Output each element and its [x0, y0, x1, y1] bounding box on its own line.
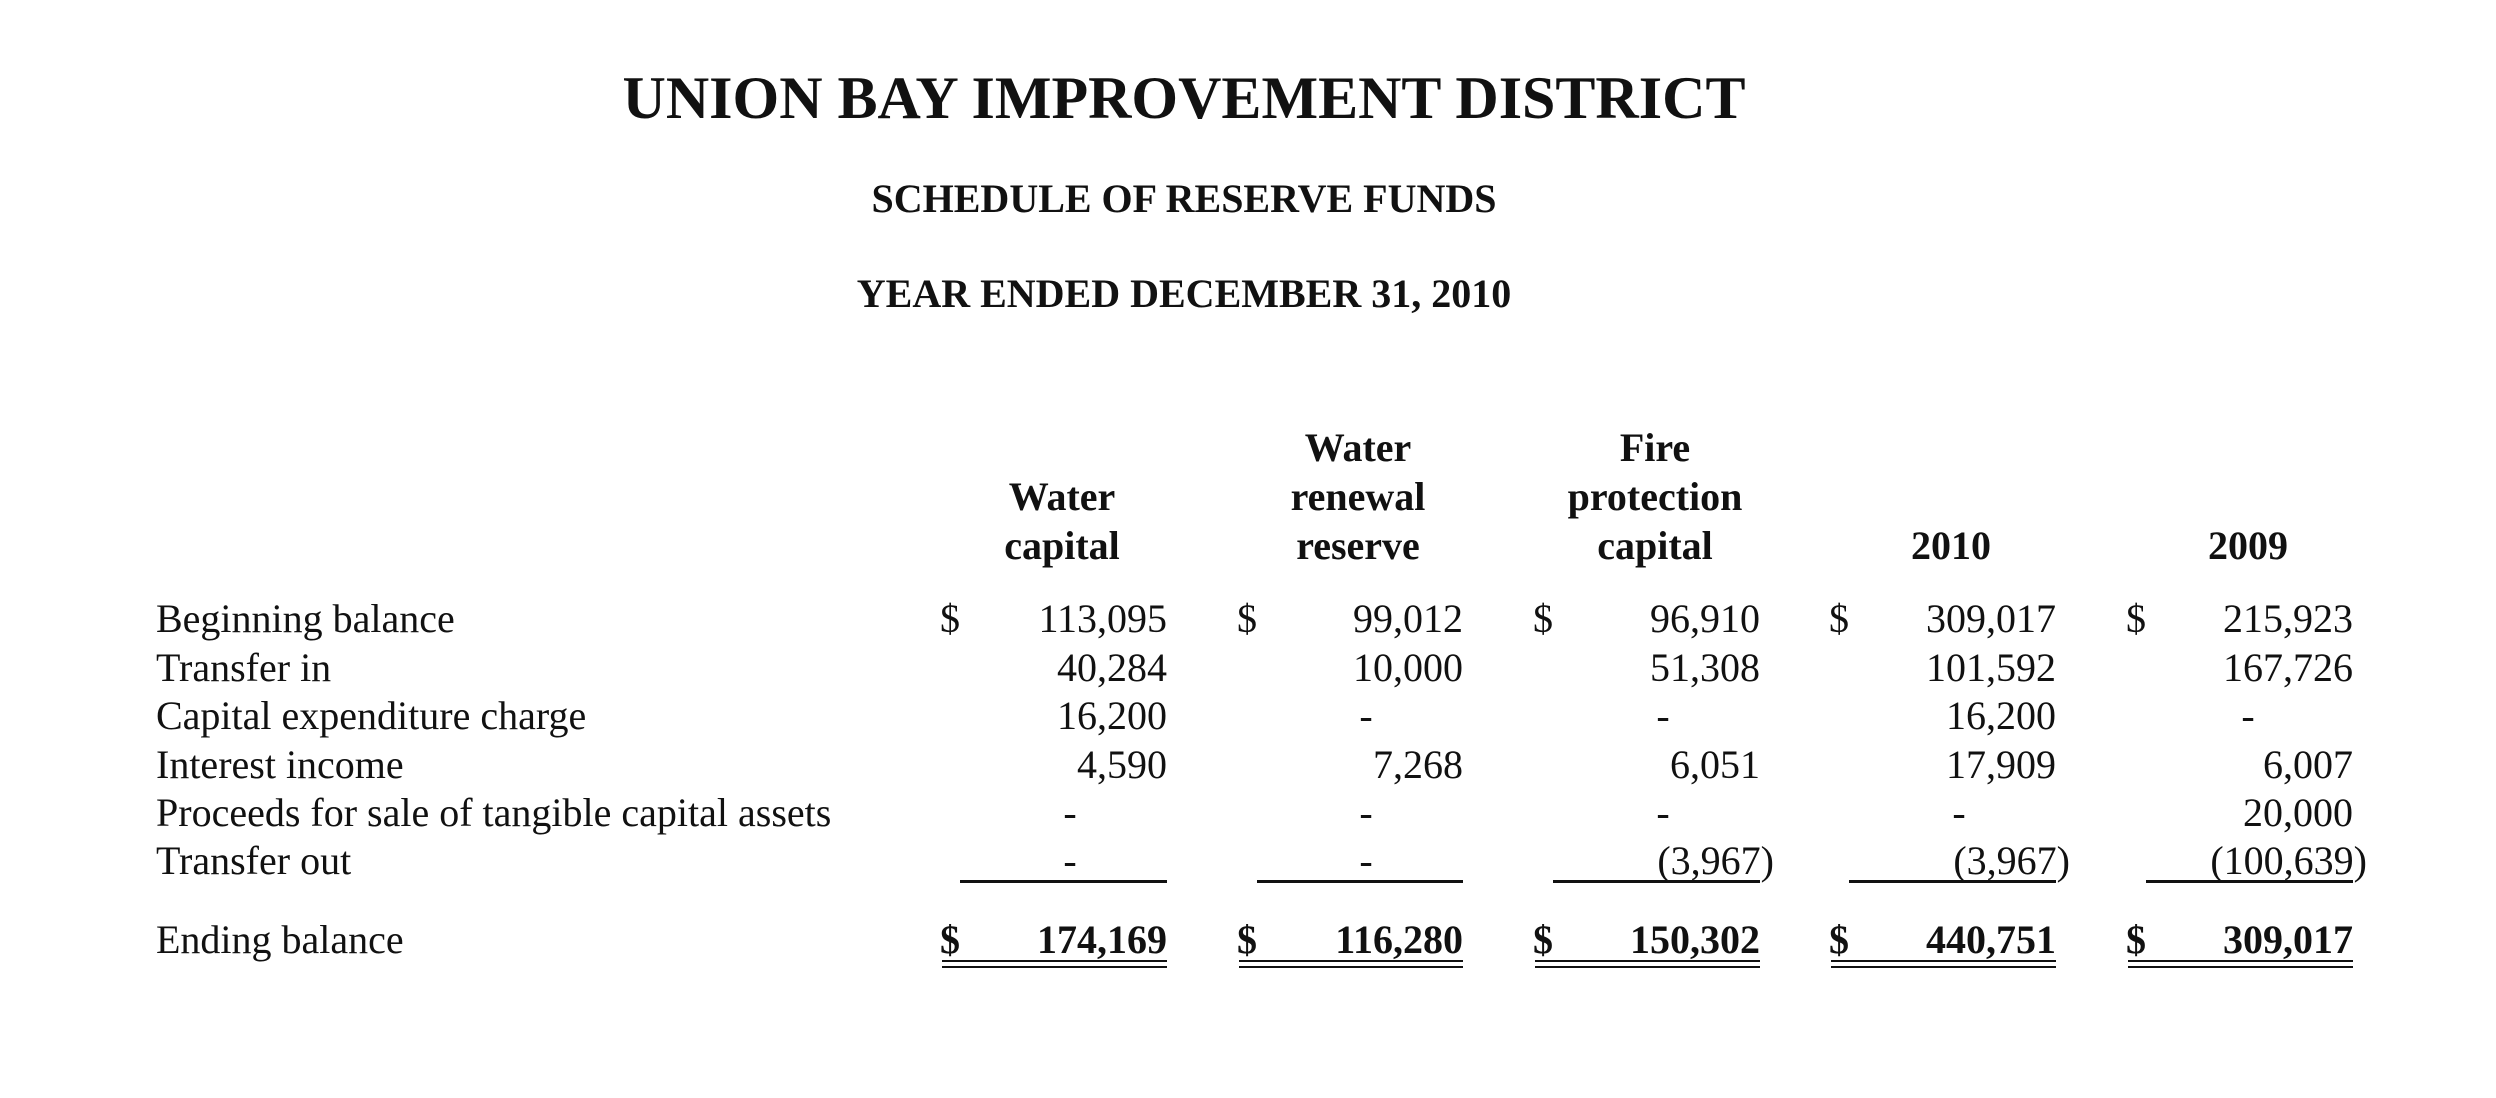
row-label: Proceeds for sale of tangible capital assets	[156, 790, 832, 835]
total-double-rule	[1831, 960, 2056, 968]
table-cell: -	[2241, 693, 2255, 738]
table-cell: (100,639)	[2210, 838, 2367, 883]
table-cell: 96,910	[1650, 596, 1760, 641]
currency-symbol: $	[940, 596, 960, 641]
table-cell: -	[1063, 790, 1077, 835]
row-label: Interest income	[156, 742, 404, 787]
row-label: Beginning balance	[156, 596, 455, 641]
table-cell: 10,000	[1353, 645, 1463, 690]
total-cell: 174,169	[1037, 917, 1167, 962]
total-double-rule	[2128, 960, 2353, 968]
table-cell: -	[1656, 693, 1670, 738]
total-double-rule	[1239, 960, 1463, 968]
column-header: Water capital	[1004, 474, 1120, 568]
table-cell: 51,308	[1650, 645, 1760, 690]
table-cell: -	[1359, 693, 1373, 738]
table-cell: 6,051	[1670, 742, 1760, 787]
subtotal-rule	[960, 880, 1167, 883]
table-cell: 4,590	[1077, 742, 1167, 787]
row-label: Transfer out	[156, 838, 352, 883]
table-cell: 20,000	[2243, 790, 2353, 835]
table-cell: -	[1952, 790, 1966, 835]
currency-symbol: $	[2126, 917, 2146, 962]
row-label: Transfer in	[156, 645, 332, 690]
table-cell: 16,200	[1057, 693, 1167, 738]
page-title: UNION BAY IMPROVEMENT DISTRICT	[622, 65, 1746, 131]
currency-symbol: $	[1829, 596, 1849, 641]
table-cell: 113,095	[1038, 596, 1167, 641]
table-cell: 101,592	[1926, 645, 2056, 690]
total-cell: 116,280	[1335, 917, 1463, 962]
currency-symbol: $	[1237, 917, 1257, 962]
total-label: Ending balance	[156, 917, 404, 962]
table-cell: 99,012	[1353, 596, 1463, 641]
period-title: YEAR ENDED DECEMBER 31, 2010	[856, 271, 1512, 316]
currency-symbol: $	[1237, 596, 1257, 641]
total-cell: 440,751	[1926, 917, 2056, 962]
table-cell: 7,268	[1373, 742, 1463, 787]
column-header: 2010	[1911, 523, 1991, 568]
total-double-rule	[1535, 960, 1760, 968]
currency-symbol: $	[940, 917, 960, 962]
table-cell: -	[1656, 790, 1670, 835]
total-cell: 150,302	[1630, 917, 1760, 962]
table-cell: 6,007	[2263, 742, 2353, 787]
subtotal-rule	[2146, 880, 2353, 883]
table-cell: -	[1359, 838, 1373, 883]
currency-symbol: $	[1829, 917, 1849, 962]
schedule-title: SCHEDULE OF RESERVE FUNDS	[871, 176, 1497, 221]
currency-symbol: $	[1533, 596, 1553, 641]
table-cell: 309,017	[1926, 596, 2056, 641]
table-cell: -	[1063, 838, 1077, 883]
table-cell: -	[1359, 790, 1373, 835]
row-label: Capital expenditure charge	[156, 693, 587, 738]
table-cell: (3,967)	[1953, 838, 2070, 883]
column-header: Water renewal reserve	[1290, 425, 1426, 568]
table-cell: (3,967)	[1657, 838, 1774, 883]
subtotal-rule	[1849, 880, 2056, 883]
table-cell: 167,726	[2223, 645, 2353, 690]
total-double-rule	[942, 960, 1167, 968]
total-cell: 309,017	[2223, 917, 2353, 962]
currency-symbol: $	[1533, 917, 1553, 962]
table-cell: 16,200	[1946, 693, 2056, 738]
table-cell: 215,923	[2223, 596, 2353, 641]
column-header: 2009	[2208, 523, 2288, 568]
subtotal-rule	[1553, 880, 1760, 883]
table-cell: 17,909	[1946, 742, 2056, 787]
subtotal-rule	[1257, 880, 1463, 883]
currency-symbol: $	[2126, 596, 2146, 641]
table-cell: 40,284	[1057, 645, 1167, 690]
column-header: Fire protection capital	[1567, 425, 1743, 568]
